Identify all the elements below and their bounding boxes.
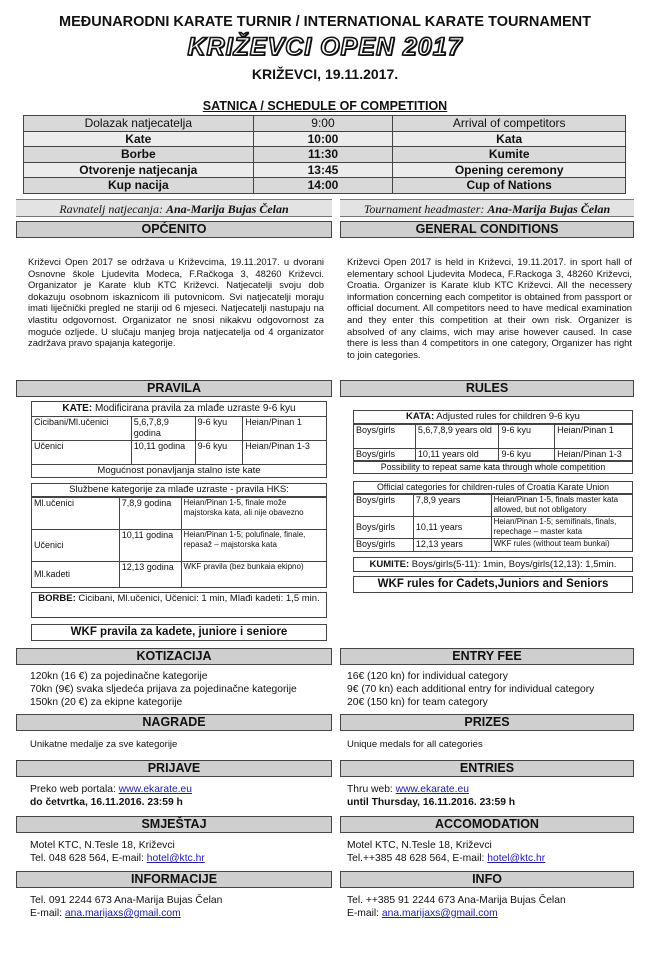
schedule-hr: Otvorenje natjecanja (24, 162, 254, 178)
entries-hr (30, 783, 330, 809)
kyu: 9-6 kyu (195, 441, 243, 465)
schedule-time: 10:00 (253, 131, 393, 147)
fee-line: 150kn (20 €) za ekipne kategorije (30, 697, 183, 708)
kata-label: KATA: (406, 411, 435, 422)
motel-phone: Tel. 048 628 564, E-mail: (30, 853, 147, 864)
section-info-en: INFO (340, 871, 634, 888)
kate-repeat-note: Mogućnost ponavljanja stalno iste kate (31, 464, 327, 478)
info-phone: Tel. 091 2244 673 Ana-Marija Bujas Čelan (30, 895, 223, 906)
official-categories-table (353, 494, 633, 552)
accommodation-en (347, 839, 637, 865)
kate-header (31, 401, 327, 417)
prizes-text-en: Unique medals for all categories (347, 739, 483, 750)
info-email-link[interactable]: ana.marijaxs@gmail.com (381, 908, 498, 919)
age: 7,8,9 godina (119, 498, 181, 530)
section-fee-hr: KOTIZACIJA (16, 648, 332, 665)
kumite-desc: Boys/girls(5-11): 1min, Boys/girls(12,13): 1,5min. (409, 559, 617, 570)
schedule-time: 13:45 (253, 162, 393, 178)
borbe-label: BORBE: (38, 593, 76, 604)
kumite-note (353, 557, 633, 572)
age: 10,11 godina (119, 530, 181, 562)
rule: WKF rules (without team bunkai) (491, 539, 632, 552)
headmaster-label: Tournament headmaster: (363, 202, 485, 216)
section-accommodation-hr: SMJEŠTAJ (16, 816, 332, 833)
age: 5,6,7,8,9 godina (131, 417, 195, 441)
kata-desc: Adjusted rules for children 9-6 kyu (434, 411, 580, 422)
official-categories-title: Službene kategorije za mlađe uzraste - pravila HKS: (31, 483, 327, 497)
table-row (354, 425, 633, 449)
kyu: 9-6 kyu (195, 417, 243, 441)
table-row (32, 562, 327, 588)
section-info-hr: INFORMACIJE (16, 871, 332, 888)
kate-modified-table (31, 416, 327, 465)
category: Učenici (32, 441, 132, 465)
headmaster-name: Ana-Marija Bujas Čelan (165, 202, 289, 216)
info-email-label: E-mail: (30, 908, 65, 919)
entries-en (347, 783, 637, 809)
kumite-label: KUMITE: (369, 559, 410, 570)
fee-list-hr (30, 670, 330, 709)
info-email-link[interactable]: ana.marijaxs@gmail.com (64, 908, 181, 919)
category: Boys/girls (354, 425, 416, 449)
table-row (32, 498, 327, 530)
schedule-hr: Kup nacija (24, 178, 254, 194)
headmaster-hr (16, 199, 332, 217)
kate-label: KATE: (62, 403, 93, 414)
fee-line: 70kn (9€) svaka sljedeća prijava za pojedinačne kategorije (30, 684, 297, 695)
entries-deadline: do četvrtka, 16.11.2016. 23:59 h (30, 797, 183, 808)
schedule-hr: Dolazak natjecatelja (24, 116, 254, 132)
category: Boys/girls (354, 517, 414, 539)
schedule-title: SATNICA / SCHEDULE OF COMPETITION (202, 99, 448, 113)
table-row (32, 441, 327, 465)
headmaster-label: Ravnatelj natjecanja: (59, 202, 163, 216)
entries-label: Preko web portala: (30, 784, 119, 795)
fee-line: 9€ (70 kn) each additional entry for individual category (347, 684, 595, 695)
general-text-en: Križevci Open 2017 is held in Križevci, 19.11.2017. in sport hall of elementary school Ljudevita Modeca, F.Rackoga 3, 48260 Križevci, Croatia. Organizer is Karate klub KTC Križevci. All the necessery information concerning each competitor is obtained from passport or official document. All competitors need to have medical examination and they enter this competition at their own risk. Organizer is absolved of any claims, wich may arise however caused. In case there is less than 4 competitors in one category, Organizer has right to join categories. (347, 256, 632, 360)
table-row (32, 530, 327, 562)
table-row (24, 147, 626, 163)
motel-address: Motel KTC, N.Tesle 18, Križevci (347, 840, 492, 851)
schedule-hr: Borbe (24, 147, 254, 163)
category: Boys/girls (354, 539, 414, 552)
age: 10,11 years old (415, 449, 499, 461)
fee-line: 120kn (16 €) za pojedinačne kategorije (30, 671, 208, 682)
section-accommodation-en: ACCOMODATION (340, 816, 634, 833)
headmaster-name: Ana-Marija Bujas Čelan (487, 202, 611, 216)
section-entries-en: ENTRIES (340, 760, 634, 777)
table-row (24, 162, 626, 178)
section-fee-en: ENTRY FEE (340, 648, 634, 665)
entries-deadline: until Thursday, 16.11.2016. 23:59 h (347, 797, 516, 808)
table-row (24, 131, 626, 147)
info-en (347, 894, 637, 920)
age: 10,11 godina (131, 441, 195, 465)
motel-email-link[interactable]: hotel@ktc.hr (487, 853, 546, 864)
borbe-desc: Cicibani, Ml.učenici, Učenici: 1 min, Mlađi kadeti: 1,5 min. (75, 593, 320, 604)
rule: WKF pravila (bez bunkaia ekipno) (181, 562, 326, 588)
prizes-text-hr: Unikatne medalje za sve kategorije (30, 739, 178, 750)
age: 7,8,9 years (413, 495, 491, 517)
schedule-en: Arrival of competitors (393, 116, 626, 132)
section-prizes-en: PRIZES (340, 714, 634, 731)
schedule-time: 9:00 (253, 116, 393, 132)
category: Boys/girls (354, 495, 414, 517)
accommodation-hr (30, 839, 330, 865)
category: Boys/girls (354, 449, 416, 461)
general-text-hr: Križevci Open 2017 se održava u Križevcima, 19.11.2017. u dvorani Osnovne škole Ljudevita Modeca, F.Račkoga 3, 48260 Križevci. Organizator je Karate klub KTC Križevci. Natjecatelji svoju dob dokazuju osobnom iskaznicom ili putovnicom. Svi natjecatelji moraju imati liječnički pregled ne stariji od 6 mjeseci. Natjecatelji nastupaju na vlastitu odgovornost. Organizator ne snosi nikakvu odgovornost za moguće ozljede. U slučaju manjeg broja natjecatelja od 4 organizator zadržava pravo spajanja kategorije. (28, 256, 324, 349)
fee-line: 16€ (120 kn) for individual category (347, 671, 508, 682)
schedule-table (23, 115, 626, 194)
info-email-label: E-mail: (347, 908, 382, 919)
motel-email-link[interactable]: hotel@ktc.hr (146, 853, 205, 864)
schedule-en: Cup of Nations (393, 178, 626, 194)
schedule-time: 11:30 (253, 147, 393, 163)
section-entries-hr: PRIJAVE (16, 760, 332, 777)
ekarate-link[interactable]: www.ekarate.eu (118, 784, 192, 795)
table-row (24, 178, 626, 194)
kyu: 9-6 kyu (499, 425, 555, 449)
rule: Heian/Pinan 1-5, finale može majstorska kata, ali nije obavezno (181, 498, 326, 530)
motel-address: Motel KTC, N.Tesle 18, Križevci (30, 840, 175, 851)
ekarate-link[interactable]: www.ekarate.eu (395, 784, 469, 795)
category: Ml.kadeti (32, 562, 120, 588)
schedule-time: 14:00 (253, 178, 393, 194)
table-row (24, 116, 626, 132)
table-row (354, 539, 633, 552)
age: 12,13 years (413, 539, 491, 552)
section-rules-en: RULES (340, 380, 634, 397)
schedule-en: Opening ceremony (393, 162, 626, 178)
schedule-hr: Kate (24, 131, 254, 147)
motel-phone: Tel.++385 48 628 564, E-mail: (347, 853, 488, 864)
official-categories-title: Official categories for children-rules of Croatia Karate Union (353, 481, 633, 494)
table-row (354, 495, 633, 517)
kata-header (353, 410, 633, 424)
borbe-note (31, 592, 327, 618)
kata: Heian/Pinan 1 (243, 417, 327, 441)
schedule-en: Kumite (393, 147, 626, 163)
age: 10,11 years (413, 517, 491, 539)
table-row (32, 417, 327, 441)
kata: Heian/Pinan 1-3 (243, 441, 327, 465)
category: Učenici (32, 530, 120, 562)
kata-modified-table (353, 424, 633, 461)
kate-desc: Modificirana pravila za mlađe uzraste 9-6 kyu (92, 403, 296, 414)
table-row (354, 517, 633, 539)
kata: Heian/Pinan 1-3 (555, 449, 633, 461)
info-hr (30, 894, 330, 920)
table-row (354, 449, 633, 461)
age: 5,6,7,8,9 years old (415, 425, 499, 449)
fee-list-en (347, 670, 637, 709)
tournament-date: KRIŽEVCI, 19.11.2017. (251, 66, 399, 82)
kata: Heian/Pinan 1 (555, 425, 633, 449)
kyu: 9-6 kyu (499, 449, 555, 461)
category: Ml.učenici (32, 498, 120, 530)
rule: Heian/Pinan 1-5, finals master kata allowed, but not obligatory (491, 495, 632, 517)
section-prizes-hr: NAGRADE (16, 714, 332, 731)
entries-label: Thru web: (347, 784, 396, 795)
rule: Heian/Pinan 1-5; polufinale, finale, repasaž – majstorska kata (181, 530, 326, 562)
info-phone: Tel. ++385 91 2244 673 Ana-Marija Bujas Čelan (347, 895, 566, 906)
section-general-en: GENERAL CONDITIONS (340, 221, 634, 238)
section-general-hr: OPĆENITO (16, 221, 332, 238)
official-categories-table (31, 497, 327, 588)
rule: Heian/Pinan 1-5; semifinals, finals, repechage – master kata (491, 517, 632, 539)
headmaster-en (340, 199, 634, 217)
wkf-note-hr: WKF pravila za kadete, juniore i seniore (31, 624, 327, 641)
tournament-title: KRIŽEVCI OPEN 2017 (187, 33, 463, 61)
fee-line: 20€ (150 kn) for team category (347, 697, 488, 708)
tournament-subtitle: MEĐUNARODNI KARATE TURNIR / INTERNATIONAL KARATE TOURNAMENT (59, 14, 591, 30)
kata-repeat-note: Possibility to repeat same kata through whole competition (353, 461, 633, 474)
schedule-en: Kata (393, 131, 626, 147)
wkf-note-en: WKF rules for Cadets,Juniors and Seniors (353, 576, 633, 593)
age: 12,13 godina (119, 562, 181, 588)
section-rules-hr: PRAVILA (16, 380, 332, 397)
category: Cicibani/Ml.učenici (32, 417, 132, 441)
